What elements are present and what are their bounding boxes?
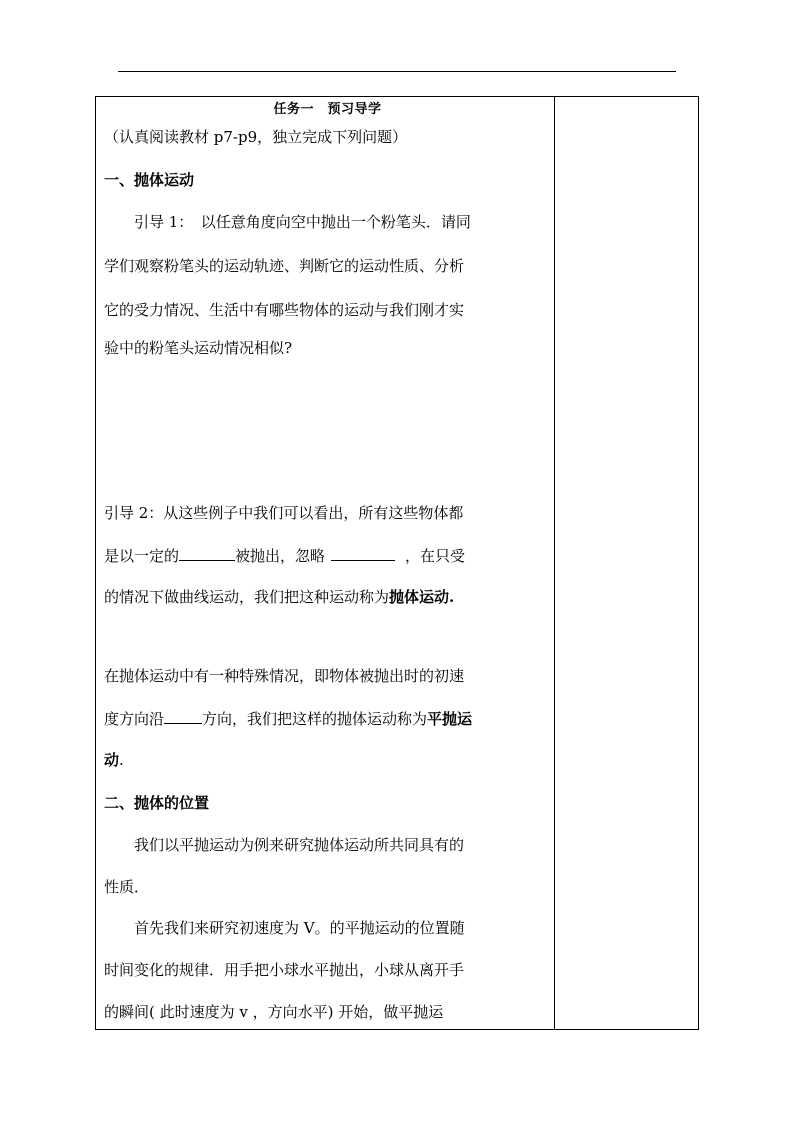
guide2-line2 — [104, 546, 551, 565]
guide1-line2: 学们观察粉笔头的运动轨迹、判断它的运动性质、分析 — [104, 257, 465, 275]
special-line2 — [104, 709, 551, 728]
guide2-line2-part-c: ，在只受 — [405, 547, 466, 565]
term-projectile-motion: 抛体运动 — [389, 588, 450, 606]
section2-heading: 二、抛体的位置 — [104, 794, 210, 812]
special-line3 — [104, 751, 551, 769]
para1-line1: 我们以平抛运动为例来研究抛体运动所共同具有的 — [134, 836, 465, 854]
guide2-line3 — [104, 588, 551, 606]
fill-blank-direction[interactable] — [164, 709, 202, 724]
header-rule — [118, 71, 676, 72]
guide2-line1: 引导 2：从这些例子中我们可以看出，所有这些物体都 — [104, 504, 464, 522]
task-title: 任务一 预习导学 — [273, 102, 382, 117]
guide1-line4: 验中的粉笔头运动情况相似? — [104, 339, 293, 357]
guide2-line3-period: . — [449, 588, 455, 606]
fill-blank-ignore[interactable] — [331, 546, 395, 561]
column-divider — [554, 97, 555, 1029]
para2-line3: 的瞬间( 此时速度为 v ，方向水平) 开始，做平抛运 — [104, 1003, 444, 1021]
section1-heading: 一、抛体运动 — [104, 171, 195, 189]
worksheet-table — [95, 96, 699, 1030]
para1-line2: 性质． — [104, 878, 150, 896]
guide2-line2-part-a: 是以一定的 — [104, 547, 180, 565]
guide2-line2-part-b: 被抛出，忽略 — [235, 547, 326, 565]
para2-line1: 首先我们来研究初速度为 V。的平抛运动的位置随 — [134, 919, 465, 937]
special-line2-part-a: 度方向沿 — [104, 710, 165, 728]
instruction-text: （认真阅读教材 p7-p9，独立完成下列问题） — [104, 128, 408, 146]
special-line3-period: . — [119, 751, 124, 769]
fill-blank-angle[interactable] — [179, 546, 235, 561]
term-horizontal-projectile-a: 平抛运 — [427, 710, 473, 728]
guide1-line1: 引导 1： 以任意角度向空中抛出一个粉笔头．请同 — [134, 213, 471, 231]
special-line1: 在抛体运动中有一种特殊情况，即物体被抛出时的初速 — [104, 667, 465, 685]
special-line2-part-b: 方向，我们把这样的抛体运动称为 — [202, 710, 428, 728]
guide1-line3: 它的受力情况、生活中有哪些物体的运动与我们刚才实 — [104, 301, 465, 319]
term-horizontal-projectile-b: 动 — [104, 751, 120, 769]
para2-line2: 时间变化的规律．用手把小球水平抛出，小球从离开手 — [104, 961, 465, 979]
guide2-line3-text: 的情况下做曲线运动，我们把这种运动称为 — [104, 588, 390, 606]
